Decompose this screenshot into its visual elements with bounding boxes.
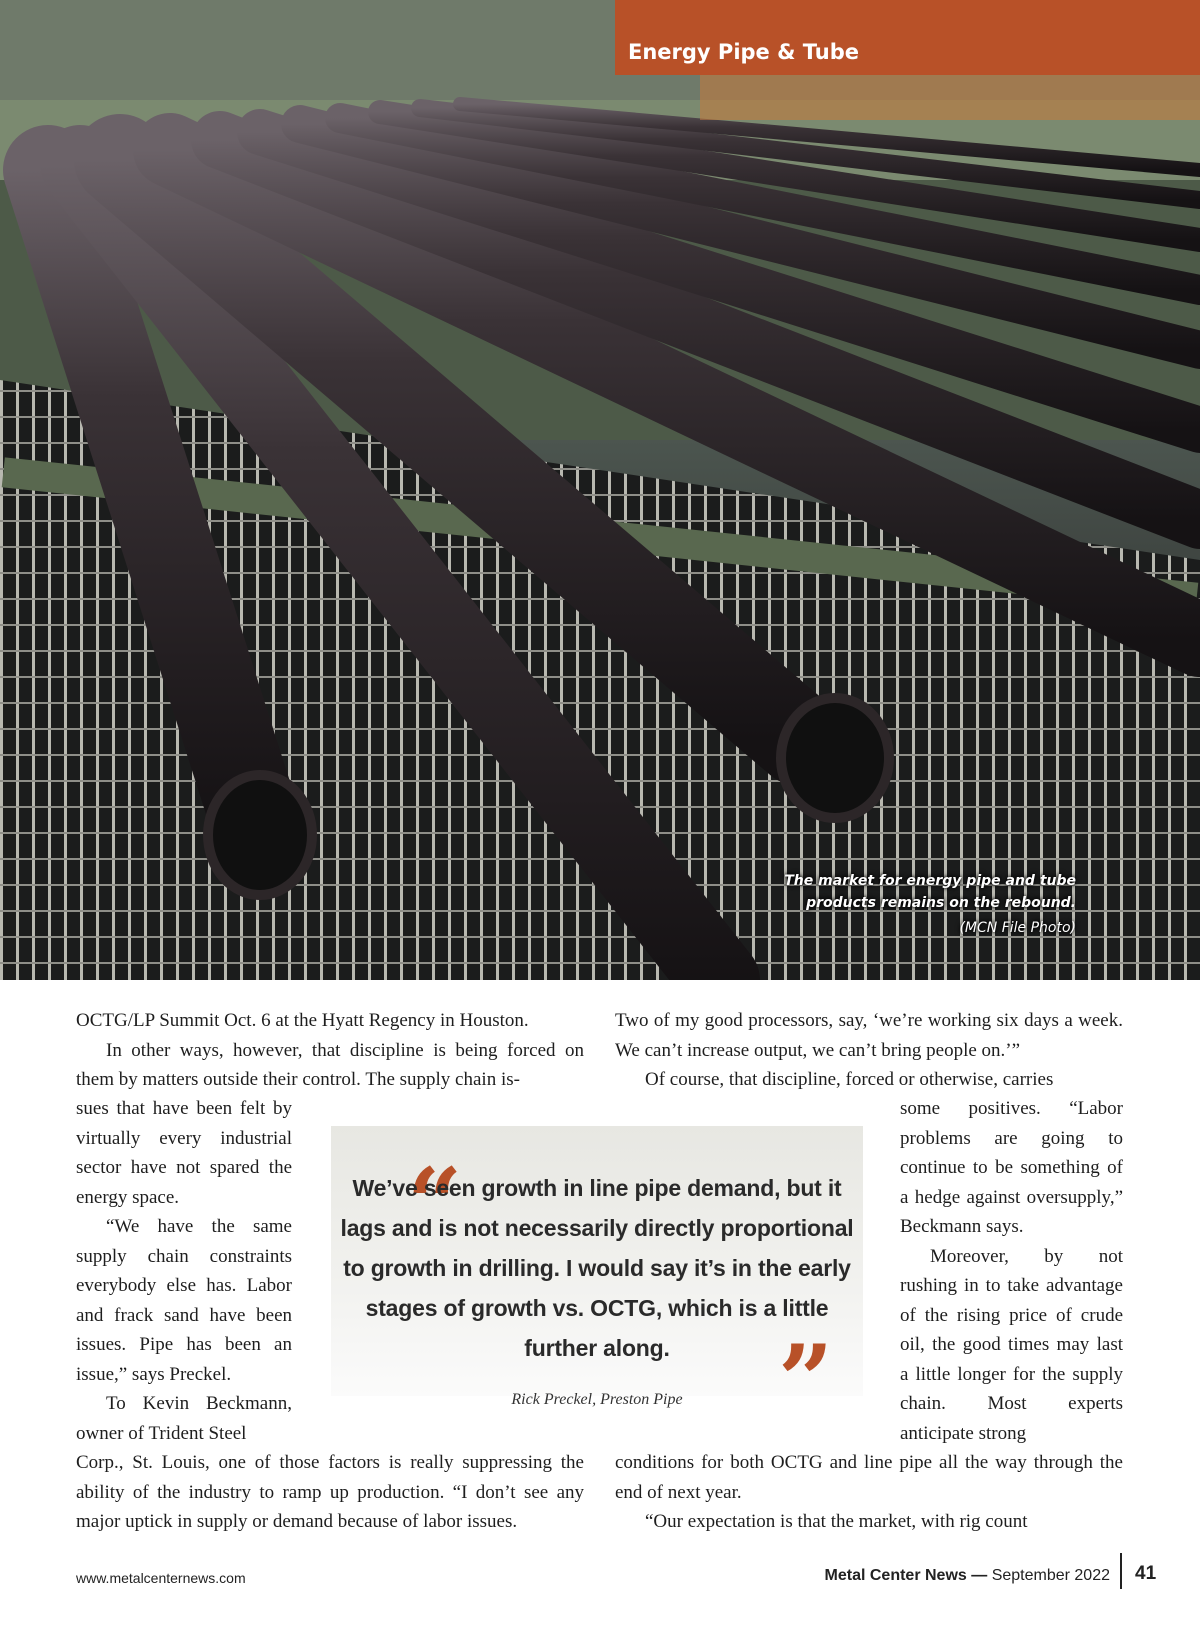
photo-caption [784,870,1076,936]
col1-bottom [76,1448,584,1537]
pull-quote-text: We’ve seen growth in line pipe demand, but it lags and is not necessarily directly proportional to growth in drilling. I would say it’s in the early stages of growth vs. OCTG, which is a little further along. [340,1175,854,1361]
pull-quote-attribution: Rick Preckel, Preston Pipe [511,1391,683,1408]
pull-quote-box [331,1126,863,1437]
paragraph: “Our expectation is that the market, with rig count [645,1511,1028,1532]
section-tag [615,0,1200,75]
pipe-end-left [208,775,312,895]
col1-narrow [76,1094,292,1448]
photo-caption-text: The market for energy pipe and tube products remains on the rebound. [784,873,1076,911]
col2-bottom [615,1448,1123,1537]
paragraph: “We have the same supply chain constraints everybody else has. Labor and frack sand have been issues. Pipe has been an issue,” says Preckel. [76,1216,292,1385]
photo-credit: (MCN File Photo) [959,920,1076,936]
footer-divider [1120,1553,1122,1589]
paragraph: In other ways, however, that discipline is being forced on them by matters outside their control. The supply chain is- [76,1039,584,1090]
footer-publication [825,1567,1110,1585]
paragraph: Moreover, by not rushing in to take advantage of the rising price of crude oil, the good times may last a little longer for the supply chain. Most experts anticipate strong [900,1245,1123,1444]
issue-date: September 2022 [991,1567,1110,1584]
publication-name: Metal Center News — [824,1567,988,1584]
col2-top [615,1006,1123,1095]
page-number: 41 [1135,1563,1157,1584]
close-quote-icon: ” [778,1324,834,1437]
paragraph: Corp., St. Louis, one of those factors is really suppressing the ability of the industry to ramp up production. “I don’t see any major uptick in supply or demand because of labor issues. [76,1452,584,1532]
paragraph: Two of my good processors, say, ‘we’re working six days a week. We can’t increase output, we can’t bring people on.’” [615,1010,1123,1061]
col1-top [76,1006,584,1095]
paragraph: Of course, that discipline, forced or otherwise, carries [645,1069,1054,1090]
paragraph: sues that have been felt by virtually every industrial sector have not spared the energy space. [76,1098,292,1208]
section-tag-label: Energy Pipe & Tube [628,40,859,64]
paragraph: OCTG/LP Summit Oct. 6 at the Hyatt Regency in Houston. [76,1010,529,1031]
paragraph: conditions for both OCTG and line pipe all the way through the end of next year. [615,1452,1123,1503]
col2-narrow [900,1094,1123,1448]
paragraph: To Kevin Beckmann, owner of Trident Steel [76,1393,292,1444]
open-quote-icon: “ [407,1147,463,1260]
footer-website: www.metalcenternews.com [76,1570,246,1586]
pipe-end-right [781,698,889,818]
paragraph: some positives. “Labor problems are going to continue to be something of a hedge against oversupply,” Beckmann says. [900,1098,1123,1237]
